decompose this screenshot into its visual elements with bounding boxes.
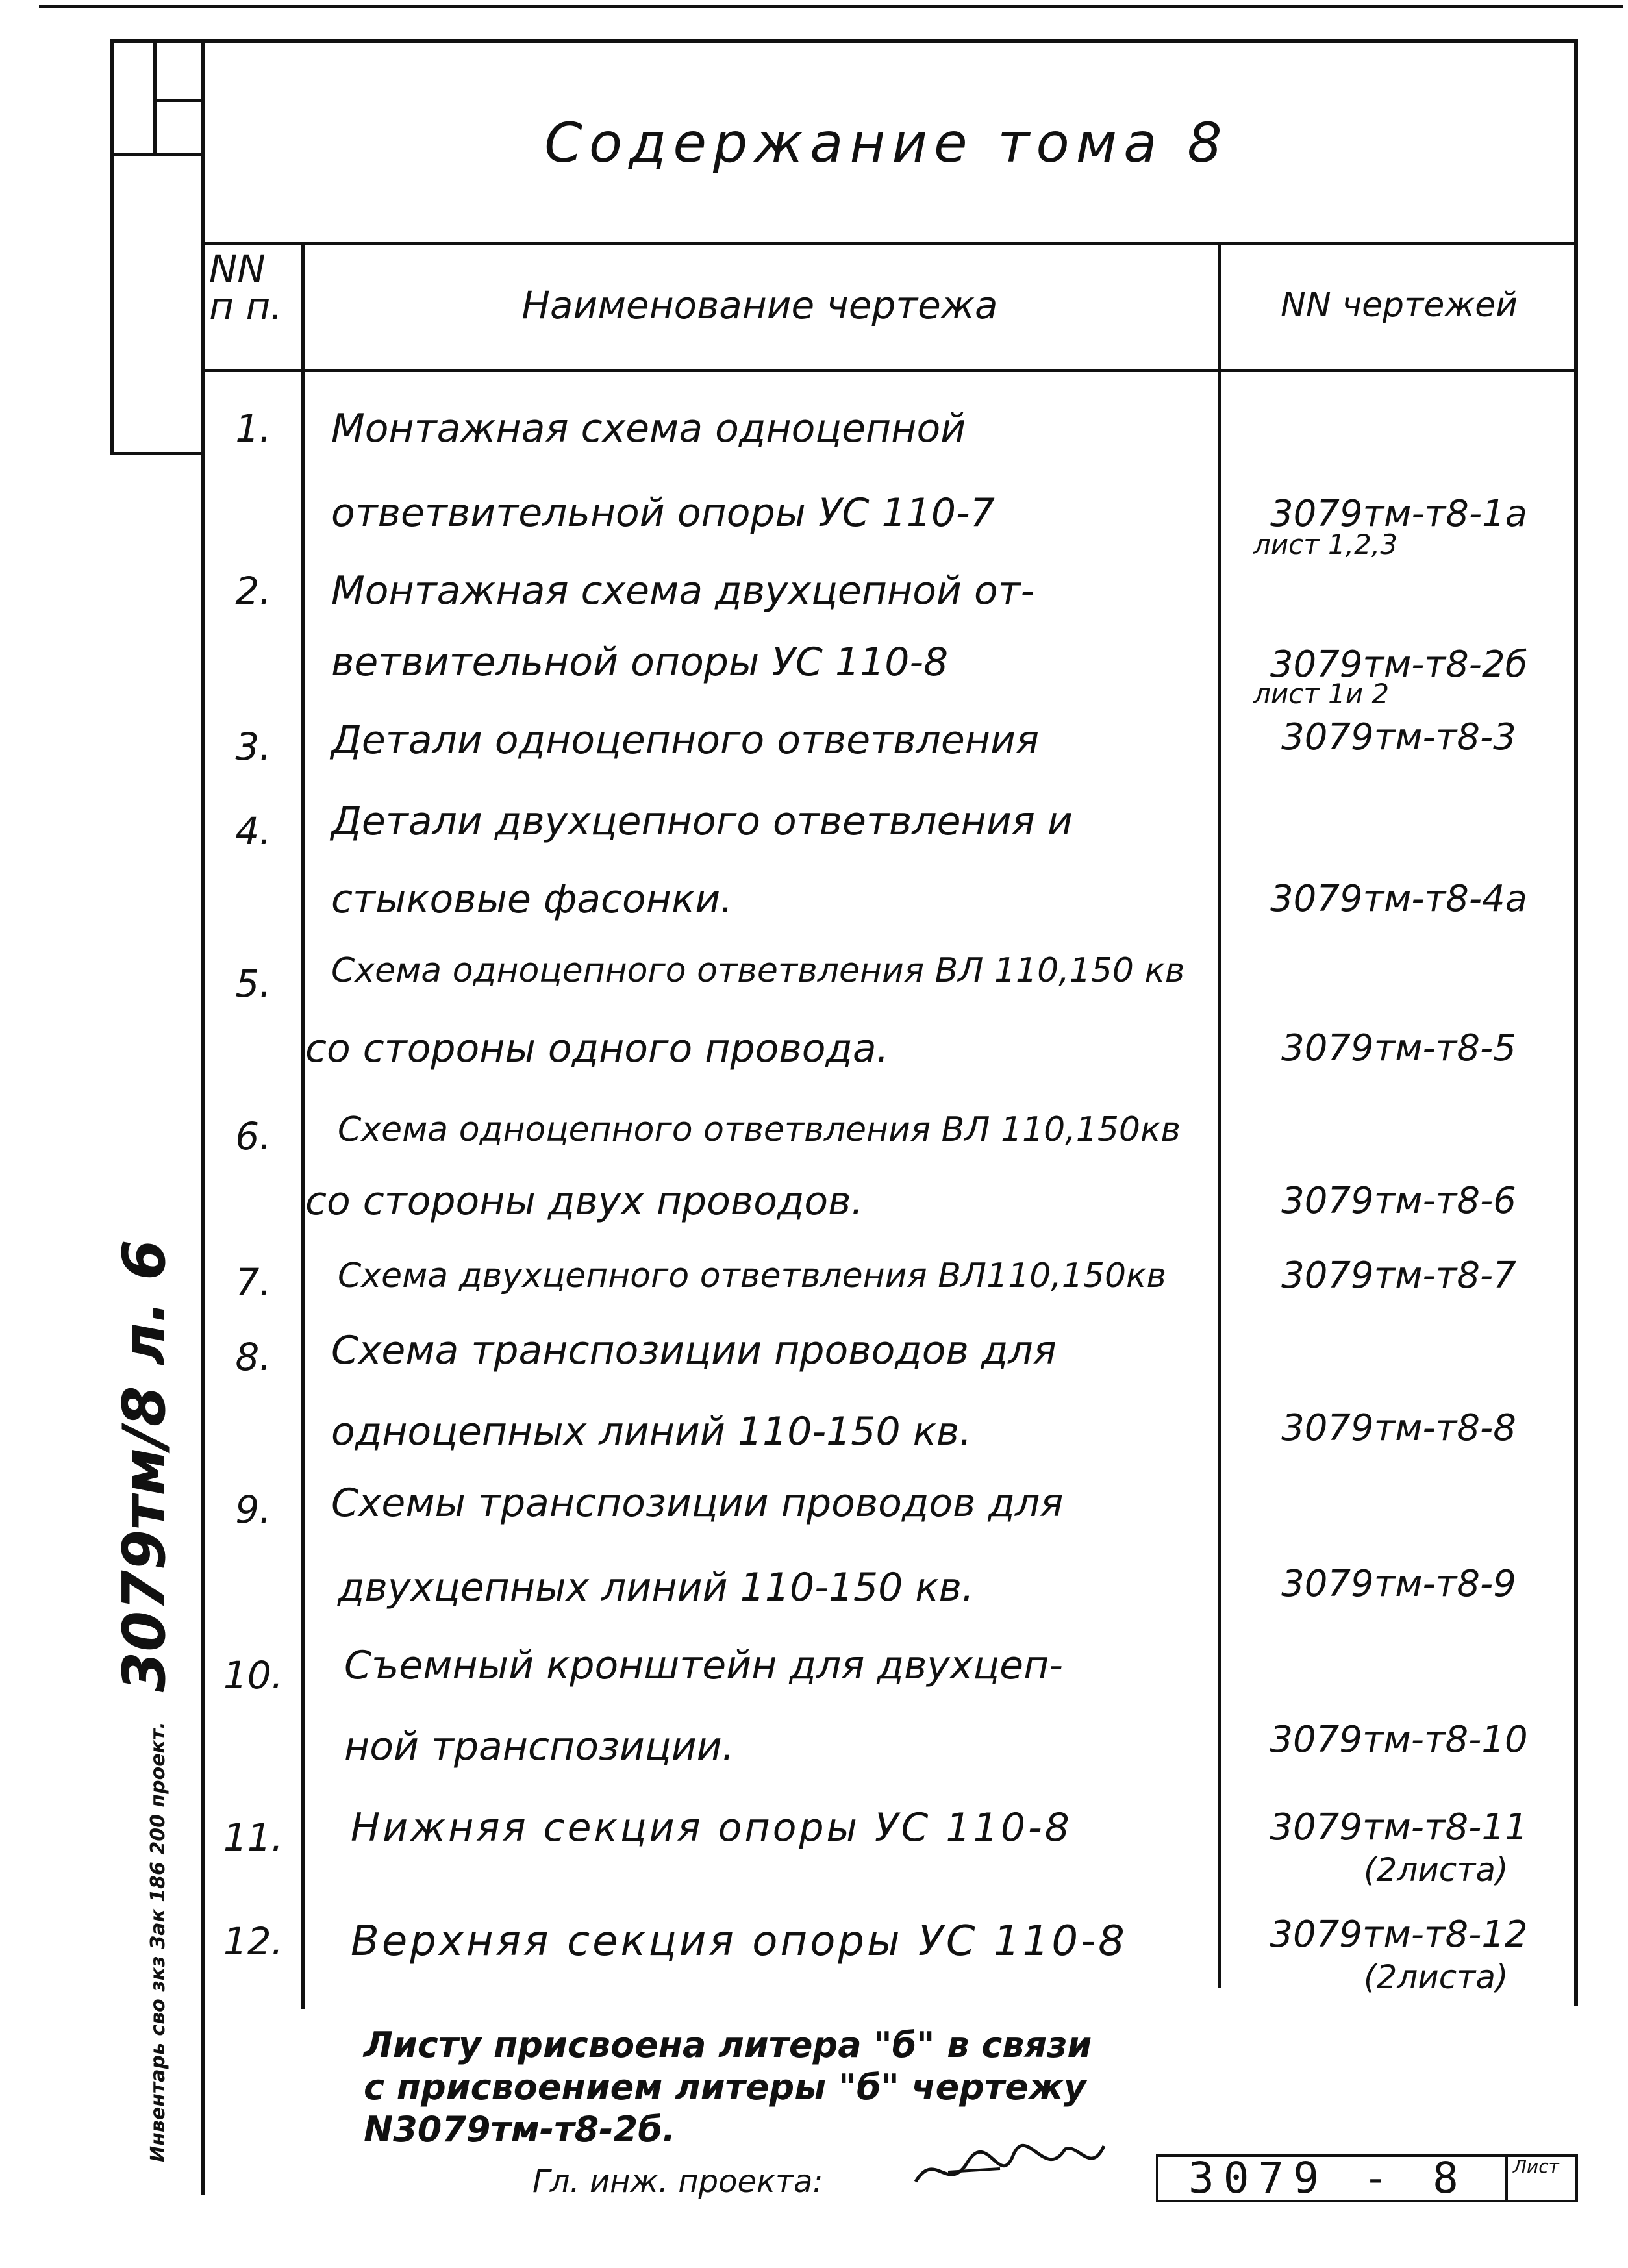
strip-inner-v: [153, 39, 157, 156]
row-1-name-line-2: ответвительной опоры УС 110-7: [331, 490, 995, 536]
row-9-num: 9.: [235, 1488, 271, 1532]
row-2-num: 2.: [235, 569, 271, 613]
row-4-drawing: 3079тм-т8-4а: [1270, 878, 1527, 920]
strip-bottom: [110, 452, 205, 455]
row-1-num: 1.: [235, 406, 271, 451]
row-4-num: 4.: [235, 809, 271, 853]
header-top-line: [201, 242, 1578, 245]
col-divider-1: [301, 242, 305, 2009]
frame-right: [1574, 39, 1578, 2006]
row-9-name-line-1: Схемы транспозиции проводов для: [331, 1480, 1064, 1526]
side-big-text: 3079тм/8 л. 6: [110, 1240, 179, 1693]
note-line-2: с присвоением литеры "б" чертежу: [364, 2067, 1086, 2108]
header-bottom-line: [201, 369, 1578, 372]
note-line-1: Листу присвоена литера "б" в связи: [364, 2025, 1092, 2065]
row-12-name-line-1: Верхняя секция опоры УС 110-8: [351, 1917, 1127, 1965]
row-8-num: 8.: [235, 1335, 271, 1379]
col-header-num: [209, 247, 300, 329]
frame-top: [110, 39, 1578, 43]
row-11-drawing-note: (2листа): [1364, 1851, 1509, 1889]
col-header-name: Наименование чертежа: [521, 283, 998, 327]
row-1-drawing-note: лист 1,2,3: [1253, 529, 1397, 560]
row-3-drawing: 3079тм-т8-3: [1281, 716, 1516, 758]
col-header-num-text: NN п п.: [209, 247, 282, 329]
row-10-drawing: 3079тм-т8-10: [1270, 1719, 1528, 1761]
frame-left: [201, 39, 205, 2195]
row-2-drawing-note: лист 1и 2: [1253, 678, 1390, 710]
row-2-name-line-1: Монтажная схема двухцепной от-: [331, 568, 1035, 614]
signature-label: Гл. инж. проекта:: [532, 2163, 823, 2200]
row-8-drawing: 3079тм-т8-8: [1281, 1407, 1516, 1449]
row-10-name-line-2: ной транспозиции.: [344, 1724, 734, 1769]
row-9-drawing: 3079тм-т8-9: [1281, 1563, 1516, 1605]
row-8-name-line-2: одноцепных линий 110-150 кв.: [331, 1409, 972, 1454]
strip-h1: [153, 99, 205, 102]
row-6-num: 6.: [235, 1114, 271, 1158]
col-header-drawing: NN чертежей: [1281, 286, 1518, 325]
stamp-sheet-label: Лист: [1513, 2156, 1559, 2177]
col-divider-2: [1218, 242, 1221, 1988]
row-9-name-line-2: двухцепных линий 110-150 кв.: [338, 1565, 975, 1610]
side-small-text: Инвентарь сво зкз Зак 186 200 проект.: [147, 1721, 169, 2162]
row-12-num: 12.: [223, 1919, 284, 1963]
row-11-name-line-1: Нижняя секция опоры УС 110-8: [351, 1805, 1072, 1851]
row-5-name-line-2: со стороны одного провода.: [305, 1026, 889, 1071]
row-4-name-line-2: стыковые фасонки.: [331, 877, 733, 922]
row-4-name-line-1: Детали двухцепного ответвления и: [331, 799, 1073, 844]
page-title: Содержание тома 8: [544, 111, 1229, 175]
row-2-name-line-2: ветвительной опоры УС 110-8: [331, 640, 949, 685]
row-12-drawing-note: (2листа): [1364, 1958, 1509, 1996]
row-6-drawing: 3079тм-т8-6: [1281, 1180, 1516, 1222]
row-2-drawing: 3079тм-т8-2б: [1270, 643, 1528, 686]
row-5-drawing: 3079тм-т8-5: [1281, 1027, 1516, 1069]
row-11-num: 11.: [223, 1815, 284, 1860]
row-11-drawing: 3079тм-т8-11: [1270, 1806, 1528, 1849]
row-1-drawing: 3079тм-т8-1а: [1270, 493, 1527, 535]
row-7-drawing: 3079тм-т8-7: [1281, 1254, 1516, 1297]
row-7-name-line-1: Схема двухцепного ответвления ВЛ110,150кв: [338, 1256, 1167, 1295]
top-border: [39, 5, 1623, 8]
row-3-name-line-1: Детали одноцепного ответвления: [331, 717, 1040, 763]
row-3-num: 3.: [235, 725, 271, 769]
strip-h2: [110, 153, 205, 156]
row-6-name-line-1: Схема одноцепного ответвления ВЛ 110,150кв: [338, 1110, 1181, 1149]
stamp-divider: [1505, 2154, 1508, 2202]
row-10-num: 10.: [223, 1653, 284, 1697]
note-line-3: N3079тм-т8-2б.: [364, 2109, 676, 2150]
row-5-num: 5.: [235, 962, 271, 1006]
strip-left: [110, 39, 114, 455]
stamp-number: 3079 - 8: [1188, 2153, 1468, 2203]
row-10-name-line-1: Съемный кронштейн для двухцеп-: [344, 1643, 1063, 1688]
row-12-drawing: 3079тм-т8-12: [1270, 1913, 1528, 1956]
row-7-num: 7.: [235, 1260, 271, 1304]
row-5-name-line-1: Схема одноцепного ответвления ВЛ 110,150 кв: [331, 951, 1185, 990]
row-8-name-line-1: Схема транспозиции проводов для: [331, 1328, 1057, 1373]
row-6-name-line-2: со стороны двух проводов.: [305, 1178, 864, 1224]
row-1-name-line-1: Монтажная схема одноцепной: [331, 406, 966, 451]
signature-scribble: [909, 2136, 1117, 2201]
side-inscription: [110, 1240, 179, 2162]
